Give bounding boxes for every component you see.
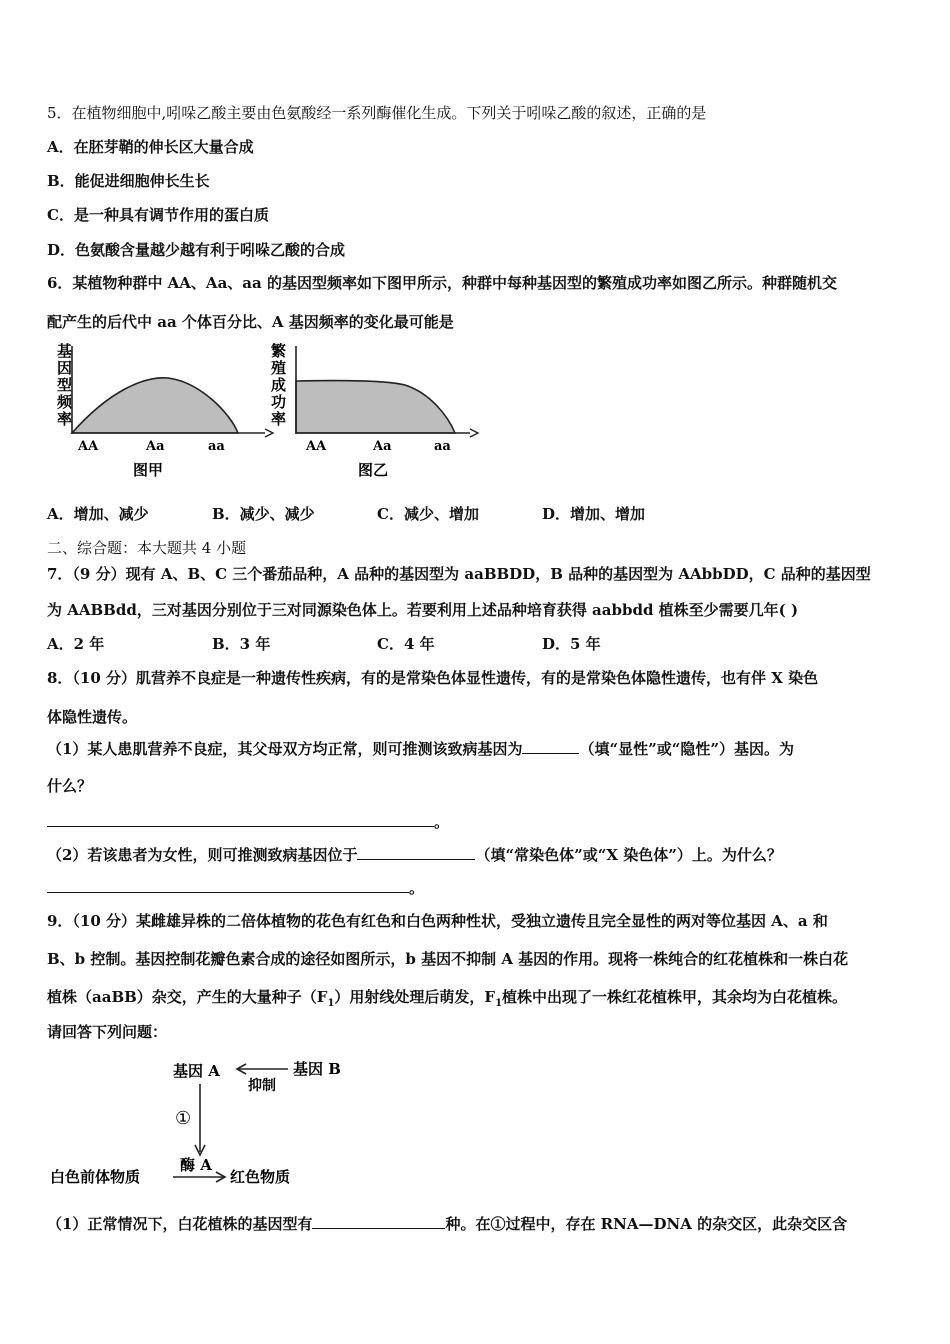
q8-part1-text-b: （填“显性”或“隐性”）基因。为 xyxy=(579,740,794,758)
yi-ylabel-4: 功 xyxy=(271,393,287,411)
q5-option-b: B．能促进细胞伸长生长 xyxy=(47,172,210,190)
q8-part1-blank[interactable] xyxy=(522,739,579,754)
q9-stem-line3 xyxy=(47,987,847,1014)
yi-curve-area xyxy=(296,380,455,433)
product-label: 红色物质 xyxy=(230,1168,291,1186)
q6-option-d: D．增加、增加 xyxy=(542,505,646,523)
q9-stem-line1: 9．（10 分）某雌雄异株的二倍体植物的花色有红色和白色两种性状，受独立遗传且完全显性的两对等位基因 A、a 和 xyxy=(47,912,828,930)
gene-b-label: 基因 B xyxy=(293,1060,341,1078)
q7-stem-line2: 为 AABBdd，三对基因分别位于三对同源染色体上。若要利用上述品种培育获得 aabbdd 植株至少需要几年( ) xyxy=(47,601,799,619)
q8-stem-line2: 体隐性遗传。 xyxy=(47,708,138,726)
q8-part2-text-b: （填“常染色体”或“X 染色体”）上。为什么？ xyxy=(475,846,782,864)
yi-ylabel-3: 成 xyxy=(271,376,287,394)
jia-caption: 图甲 xyxy=(133,461,164,479)
q6-options xyxy=(47,504,707,524)
q7-option-a: A．2 年 xyxy=(47,635,105,653)
step-1-marker: ① xyxy=(175,1108,192,1129)
enzyme-a-label: 酶 A xyxy=(180,1156,212,1174)
section-2-heading: 二、综合题：本大题共 4 小题 xyxy=(47,539,247,557)
inhibit-label: 抑制 xyxy=(248,1078,276,1094)
chart-jia xyxy=(57,342,273,479)
q8-part1-end: 。 xyxy=(434,813,450,831)
yi-x-aa-dominant: AA xyxy=(306,439,327,454)
q6-option-b: B．减少、减少 xyxy=(212,505,315,523)
jia-curve-area xyxy=(72,378,238,433)
q9-stem3-a: 植株（aaBB）杂交，产生的大量种子（F xyxy=(47,988,328,1006)
q6-option-c: C．减少、增加 xyxy=(377,505,479,523)
q7-option-d: D．5 年 xyxy=(542,635,601,653)
q9-stem-line4: 请回答下列问题： xyxy=(47,1023,168,1041)
jia-ylabel-3: 型 xyxy=(57,376,73,394)
q5-option-d: D．色氨酸含量越少越有利于吲哚乙酸的合成 xyxy=(47,241,346,259)
q6-stem-line2: 配产生的后代中 aa 个体百分比、A 基因频率的变化最可能是 xyxy=(47,313,454,331)
yi-ylabel-2: 殖 xyxy=(271,359,287,377)
q8-part2-text-a: （2）若该患者为女性，则可推测致病基因位于 xyxy=(47,846,358,864)
q5-option-a: A．在胚芽鞘的伸长区大量合成 xyxy=(47,138,254,156)
q9-part1-text-a: （1）正常情况下，白花植株的基因型有 xyxy=(47,1215,313,1233)
q9-part1 xyxy=(47,1214,847,1234)
q5-option-c: C．是一种具有调节作用的蛋白质 xyxy=(47,206,269,224)
q5-stem: 5．在植物细胞中,吲哚乙酸主要由色氨酸经一系列酶催化生成。下列关于吲哚乙酸的叙述，正确的是 xyxy=(47,104,707,122)
q8-part2 xyxy=(47,845,782,865)
q9-stem3-b: ）用射线处理后萌发，F xyxy=(334,988,496,1006)
q9-stem-line2: B、b 控制。基因控制花瓣色素合成的途径如图所示，b 基因不抑制 A 基因的作用。现将一株纯合的红花植株和一株白花 xyxy=(47,950,849,968)
jia-x-aa-hetero: Aa xyxy=(146,439,165,454)
q9-part1-blank[interactable] xyxy=(312,1214,445,1229)
q8-part2-reason-blank[interactable] xyxy=(47,878,409,893)
precursor-label: 白色前体物质 xyxy=(50,1168,141,1186)
yi-ylabel-5: 率 xyxy=(271,410,287,428)
jia-x-aa-dominant: AA xyxy=(78,439,99,454)
q6-figures xyxy=(40,338,490,488)
yi-caption: 图乙 xyxy=(358,461,389,479)
jia-x-aa-recessive: aa xyxy=(208,439,225,454)
q6-option-a: A．增加、减少 xyxy=(47,505,149,523)
yi-ylabel-1: 繁 xyxy=(271,342,287,360)
q9-sub-f1-b: 1 xyxy=(495,998,503,1009)
q8-part2-end: 。 xyxy=(409,879,425,897)
q9-part1-text-b: 种。在①过程中，存在 RNA—DNA 的杂交区，此杂交区含 xyxy=(445,1215,848,1233)
q8-part2-answer-line xyxy=(47,878,424,898)
jia-ylabel-5: 率 xyxy=(57,410,73,428)
gene-a-label: 基因 A xyxy=(173,1062,220,1080)
q7-options xyxy=(47,634,707,654)
chart-yi xyxy=(271,342,478,479)
jia-ylabel-1: 基 xyxy=(57,342,73,360)
q8-part2-blank[interactable] xyxy=(357,845,475,860)
q8-part1-reason-blank[interactable] xyxy=(47,812,434,827)
jia-ylabel-4: 频 xyxy=(57,393,73,411)
yi-x-aa-hetero: Aa xyxy=(373,439,392,454)
q9-stem3-c: 植株中出现了一株红花植株甲，其余均为白花植株。 xyxy=(502,988,848,1006)
q8-part1-answer-line xyxy=(47,812,449,832)
q8-stem-line1: 8．（10 分）肌营养不良症是一种遗传性疾病，有的是常染色体显性遗传，有的是常染色体隐性遗传，也有伴 X 染色 xyxy=(47,669,819,687)
q7-option-b: B．3 年 xyxy=(212,635,271,653)
q6-stem-line1: 6．某植物种群中 AA、Aa、aa 的基因型频率如下图甲所示，种群中每种基因型的繁殖成功率如图乙所示。种群随机交 xyxy=(47,274,837,292)
q9-pathway-diagram xyxy=(45,1052,365,1192)
jia-ylabel-2: 因 xyxy=(57,359,73,377)
q8-part1 xyxy=(47,739,794,759)
q8-part1-why: 什么？ xyxy=(47,777,93,795)
q7-stem-line1: 7．（9 分）现有 A、B、C 三个番茄品种，A 品种的基因型为 aaBBDD，B 品种的基因型为 AAbbDD，C 品种的基因型 xyxy=(47,565,871,583)
yi-x-aa-recessive: aa xyxy=(434,439,451,454)
q8-part1-text-a: （1）某人患肌营养不良症，其父母双方均正常，则可推测该致病基因为 xyxy=(47,740,523,758)
q7-option-c: C．4 年 xyxy=(377,635,435,653)
q9-sub-f1-a: 1 xyxy=(327,998,335,1009)
